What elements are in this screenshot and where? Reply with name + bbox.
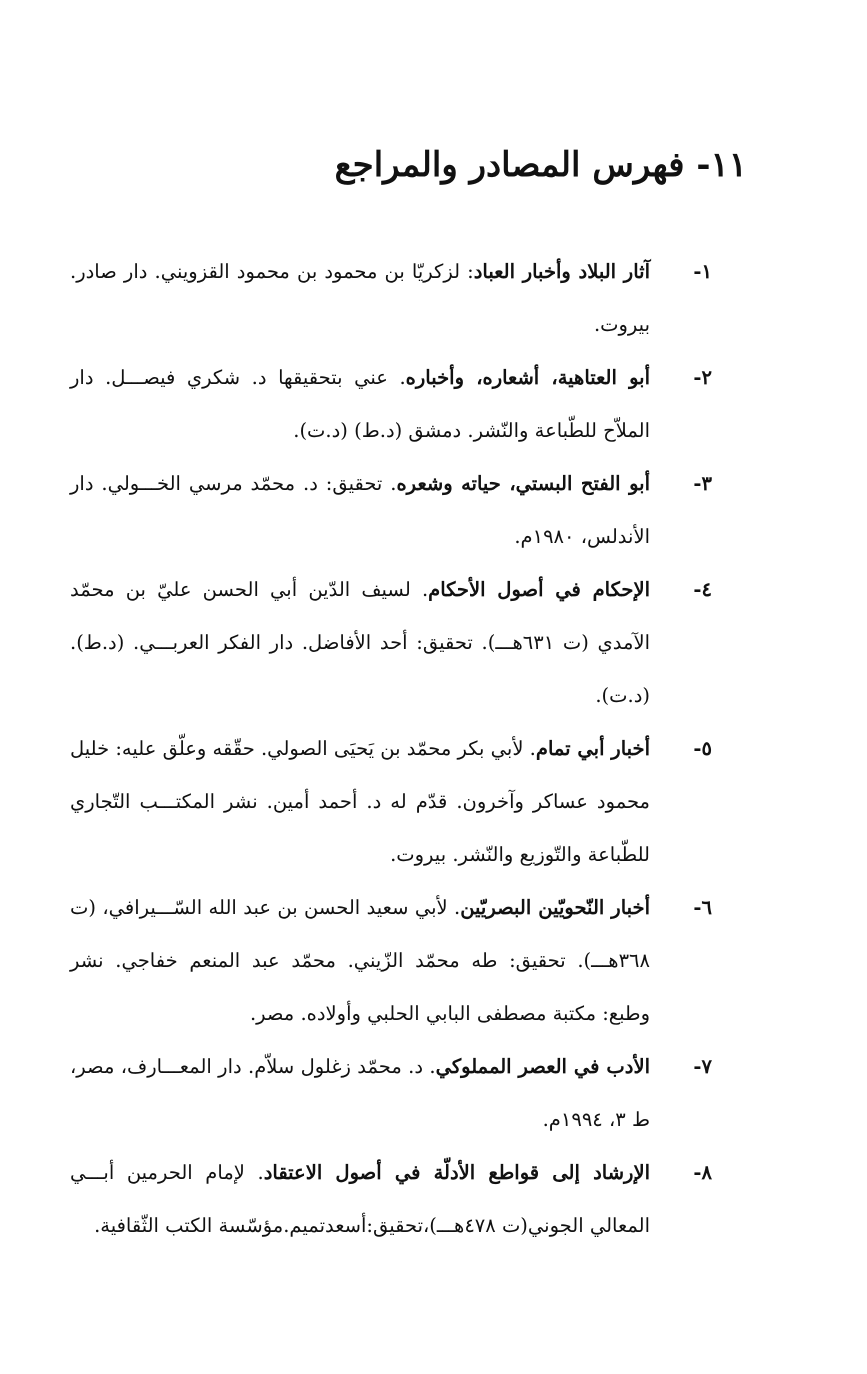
- reference-number: ٤-: [693, 578, 712, 601]
- reference-number: ٧-: [693, 1055, 712, 1078]
- reference-text: [70, 351, 650, 457]
- reference-text: [70, 245, 650, 351]
- reference-number: ٦-: [693, 896, 712, 919]
- reference-number: ٢-: [693, 366, 712, 389]
- reference-item: [70, 563, 712, 722]
- reference-title: أخبار النّحويّين البصريّين: [460, 896, 650, 919]
- reference-details: . لأبي سعيد الحسن بن عبد الله السّـــيرافي، (ت ٣٦٨هـــ). تحقيق: طه محمّد الزّيني. محمّد عبد المنعم خفاجي. نشر وطبع: مكتبة مصطفى البابي الحلبي وأولاده. مصر.: [70, 896, 650, 1025]
- reference-details: : لزكريّا بن محمود بن محمود القزويني. دار صادر. بيروت.: [70, 260, 650, 336]
- reference-number: ٨-: [693, 1161, 712, 1184]
- reference-title: الإحكام في أصول الأحكام: [428, 578, 650, 601]
- reference-item: [70, 245, 712, 351]
- reference-item: [70, 457, 712, 563]
- reference-number: ٣-: [693, 472, 712, 495]
- reference-title: الإرشاد إلى قواطع الأدلّة في أصول الاعتقاد: [263, 1161, 650, 1184]
- reference-title: آثار البلاد وأخبار العباد: [473, 260, 650, 283]
- reference-text: [70, 563, 650, 722]
- reference-details: . تحقيق: د. محمّد مرسي الخـــولي. دار الأندلس، ١٩٨٠م.: [70, 472, 650, 548]
- reference-text: [70, 1040, 650, 1146]
- reference-item: [70, 1146, 712, 1252]
- reference-details: . لسيف الدّين أبي الحسن عليّ بن محمّد الآمدي (ت ٦٣١هـــ). تحقيق: أحد الأفاضل. دار الفكر العربـــي. (د.ط). (د.ت).: [70, 578, 650, 707]
- reference-details: . عني بتحقيقها د. شكري فيصـــل. دار الملاّح للطّباعة والنّشر. دمشق (د.ط) (د.ت).: [70, 366, 650, 442]
- reference-text: [70, 722, 650, 881]
- reference-item: [70, 1040, 712, 1146]
- reference-title: الأدب في العصر المملوكي: [435, 1055, 650, 1078]
- reference-title: أخبار أبي تمام: [535, 737, 651, 760]
- reference-text: [70, 457, 650, 563]
- reference-details: . لإمام الحرمين أبـــي المعالي الجوني(ت ٤٧٨هـــ)،تحقيق:أسعدتميم.مؤسّسة الكتب الثّقافية.: [70, 1161, 650, 1237]
- reference-text: [70, 881, 650, 1040]
- reference-title: أبو الفتح البستي، حياته وشعره: [396, 472, 650, 495]
- reference-text: [70, 1146, 650, 1252]
- reference-number: ١-: [693, 260, 712, 283]
- reference-number: ٥-: [693, 737, 712, 760]
- page-title: ١١- فهرس المصادر والمراجع: [334, 145, 747, 185]
- reference-item: [70, 722, 712, 881]
- reference-item: [70, 351, 712, 457]
- reference-item: [70, 881, 712, 1040]
- reference-list: [70, 245, 712, 1252]
- reference-details: . لأبي بكر محمّد بن يَحيَى الصولي. حقّقه وعلّق عليه: خليل محمود عساكر وآخرون. قدّم له د. أحمد أمين. نشر المكتـــب التّجاري للطّباعة والتّوزيع والنّشر. بيروت.: [70, 737, 650, 866]
- reference-details: . د. محمّد زغلول سلاّم. دار المعـــارف، مصر، ط ٣، ١٩٩٤م.: [70, 1055, 650, 1131]
- reference-title: أبو العتاهية، أشعاره، وأخباره: [405, 366, 650, 389]
